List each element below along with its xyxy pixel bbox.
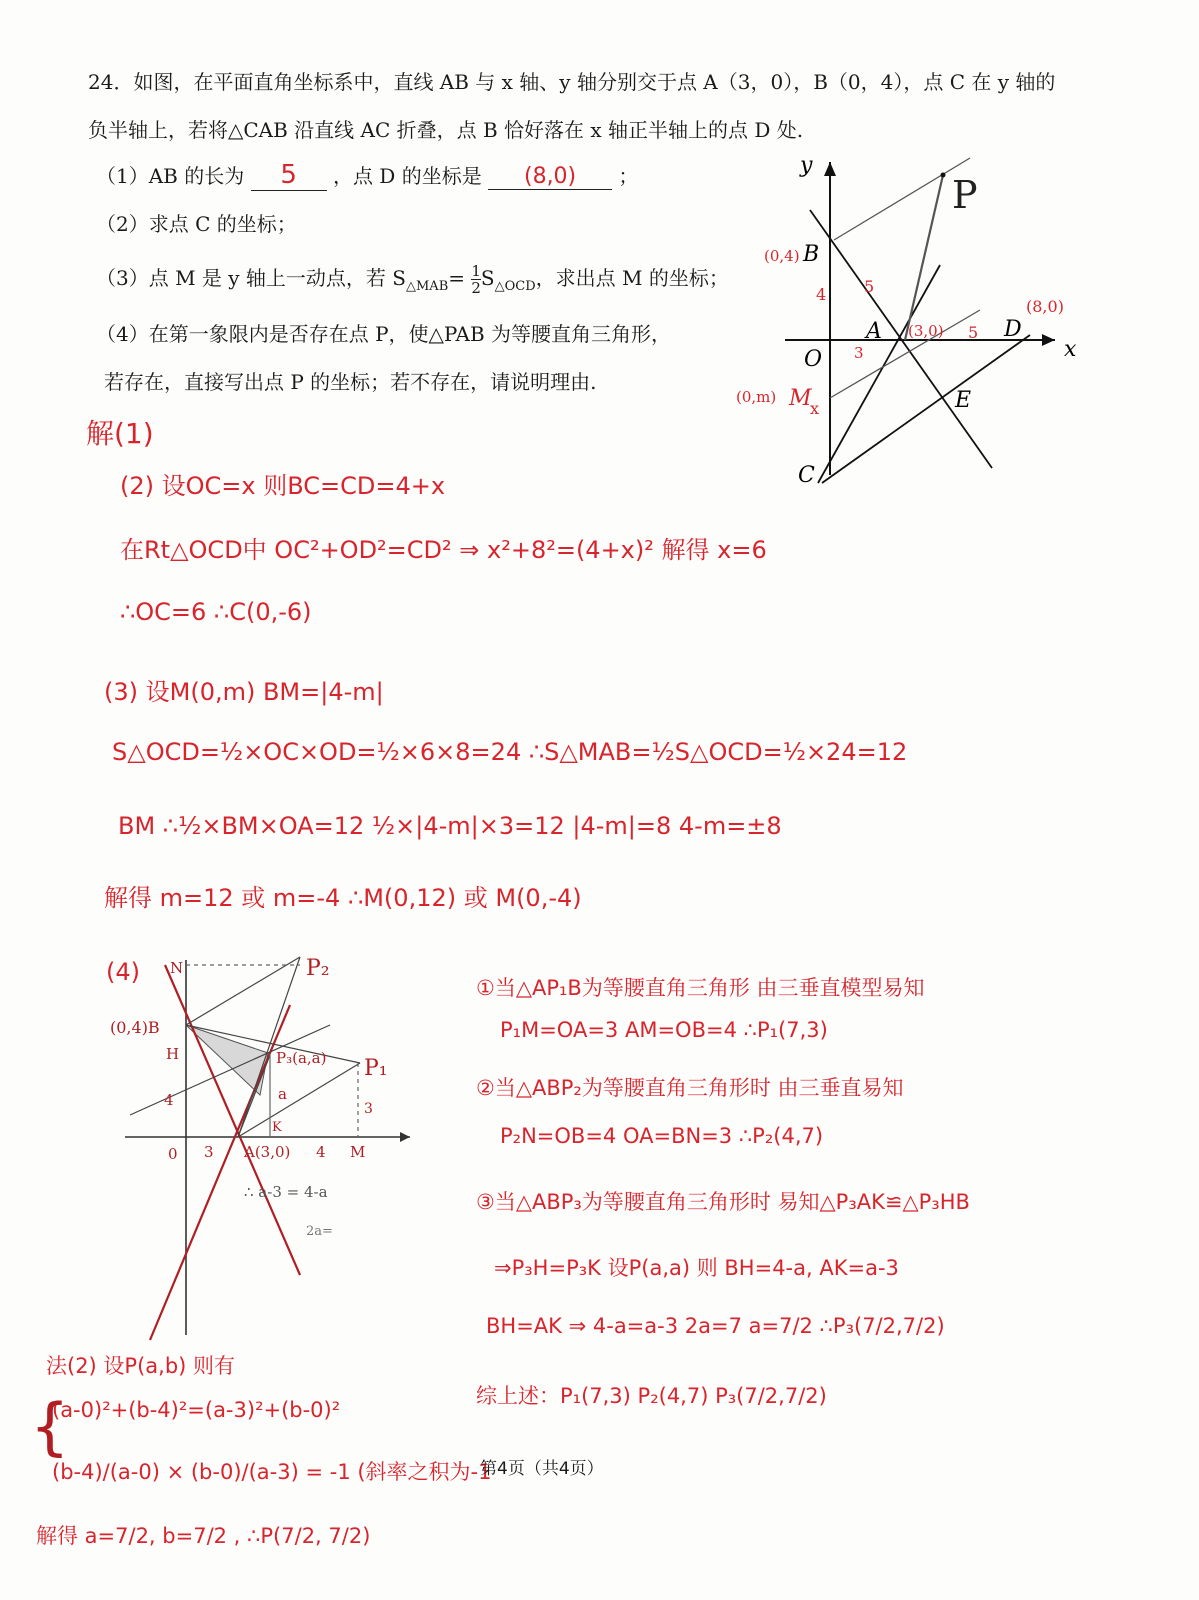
method2-line-1: 法(2) 设P(a,b) 则有 — [46, 1354, 236, 1378]
x-axis-label: x — [1064, 337, 1077, 362]
q3-prefix: （3）点 M 是 y 轴上一动点，若 S — [96, 266, 406, 290]
sketch-label-p3: P₃(a,a) — [276, 1049, 327, 1067]
label-d: D — [1004, 317, 1022, 342]
q3-sub-mab: △MAB — [406, 279, 449, 294]
q1-end: ； — [618, 164, 639, 188]
solution-2-line-2: 在Rt△OCD中 OC²+OD²=CD² ⇒ x²+8²=(4+x)² 解得 x=6 — [120, 536, 767, 564]
y-axis-arrow — [824, 162, 836, 176]
q1-prefix: （1）AB 的长为 — [96, 164, 245, 188]
question-4-line-1: （4）在第一象限内是否存在点 P，使△PAB 为等腰直角三角形， — [96, 322, 672, 346]
len-ad: 5 — [968, 323, 979, 342]
question-1 — [96, 160, 638, 191]
len-om: x — [810, 399, 820, 418]
sketch-label-a-side: a — [278, 1085, 287, 1103]
sketch-label-3r: 3 — [364, 1101, 373, 1117]
solution-2-line-3: ∴OC=6 ∴C(0,-6) — [120, 598, 312, 626]
sketch-label-a: A(3,0) — [244, 1143, 291, 1161]
solution-4-r5: ③当△ABP₃为等腰直角三角形时 易知△P₃AK≌△P₃HB — [476, 1190, 970, 1214]
solution-4-r6: ⇒P₃H=P₃K 设P(a,a) 则 BH=4-a, AK=a-3 — [494, 1256, 899, 1280]
label-c: C — [798, 463, 815, 488]
q1-answer-length: 5 — [251, 160, 327, 191]
sketch-label-o: 0 — [168, 1145, 178, 1163]
sketch-x-arrow — [400, 1132, 410, 1142]
q3-fraction-num: 1 — [471, 262, 481, 280]
solution-3-line-4: 解得 m=12 或 m=-4 ∴M(0,12) 或 M(0,-4) — [104, 884, 582, 912]
origin-label: O — [804, 347, 823, 372]
b-coord: (0,4) — [764, 247, 800, 265]
solution-3-line-2: S△OCD=½×OC×OD=½×6×8=24 ∴S△MAB=½S△OCD=½×24=12 — [112, 738, 908, 766]
q3-fraction — [471, 263, 481, 296]
coordinate-figure — [730, 150, 1090, 490]
sketch-label-h: H — [166, 1045, 180, 1063]
len-oa: 3 — [854, 344, 864, 362]
sketch-figure — [110, 945, 430, 1355]
y-axis-label: y — [800, 153, 813, 178]
solution-4-label: (4) — [106, 958, 140, 986]
label-a: A — [866, 319, 882, 344]
line-bp — [834, 158, 970, 240]
sketch-label-3: 3 — [204, 1143, 214, 1161]
q3-sub-ocd: △OCD — [494, 279, 536, 294]
solution-4-r4: P₂N=OB=4 OA=BN=3 ∴P₂(4,7) — [500, 1124, 824, 1148]
a-coord: (3,0) — [908, 322, 944, 340]
problem-line-2: 负半轴上，若将△CAB 沿直线 AC 折叠，点 B 恰好落在 x 轴正半轴上的点 D 处. — [88, 118, 804, 142]
label-b: B — [803, 242, 820, 267]
sketch-label-4: 4 — [316, 1143, 326, 1161]
solution-3-line-3: BM ∴½×BM×OA=12 ½×|4-m|×3=12 |4-m|=8 4-m=±8 — [118, 812, 782, 840]
m-coord: (0,m) — [736, 388, 777, 406]
sketch-label-m: M — [350, 1143, 366, 1161]
sketch-eq-2: 2a= — [306, 1224, 333, 1239]
method2-brace: { — [30, 1390, 70, 1463]
solution-4-r2: P₁M=OA=3 AM=OB=4 ∴P₁(7,3) — [500, 1018, 828, 1042]
solution-4-r3: ②当△ABP₂为等腰直角三角形时 由三垂直易知 — [476, 1076, 904, 1100]
label-m: M — [789, 386, 812, 411]
sketch-label-p2: P₂ — [306, 956, 330, 981]
len-ab: 5 — [864, 277, 875, 296]
label-p: P — [952, 173, 978, 217]
solution-3-line-1: (3) 设M(0,m) BM=|4-m| — [104, 678, 384, 706]
sketch-line-bp2 — [186, 957, 300, 1025]
solution-head: 解(1) — [86, 417, 154, 450]
sketch-label-b: (0,4)B — [110, 1018, 160, 1037]
page-footer: 第4页（共4页） — [480, 1459, 604, 1479]
sketch-label-k: K — [272, 1120, 282, 1135]
q3-s: S — [480, 266, 495, 290]
method2-line-2: (a-0)²+(b-4)²=(a-3)²+(b-0)² — [52, 1398, 341, 1422]
solution-4-r8: 综上述：P₁(7,3) P₂(4,7) P₃(7/2,7/2) — [476, 1384, 827, 1408]
sketch-label-n: N — [170, 959, 184, 977]
question-3 — [96, 262, 729, 296]
sketch-label-p1: P₁ — [364, 1056, 388, 1081]
problem-line-1: 24．如图，在平面直角坐标系中，直线 AB 与 x 轴、y 轴分别交于点 A（3，0），B（0，4），点 C 在 y 轴的 — [88, 70, 1056, 94]
method2-line-3: (b-4)/(a-0) × (b-0)/(a-3) = -1 (斜率之积为-1 — [52, 1460, 492, 1484]
sketch-eq-1: ∴ a-3 = 4-a — [244, 1183, 328, 1201]
x-axis-arrow — [1042, 334, 1055, 346]
q3-fraction-den: 2 — [471, 279, 481, 297]
len-ob: 4 — [816, 285, 827, 304]
line-ac — [818, 265, 940, 483]
q1-middle: ，点 D 的坐标是 — [332, 164, 482, 188]
solution-2-line-1: (2) 设OC=x 则BC=CD=4+x — [120, 472, 446, 500]
d-coord: (8,0) — [1026, 297, 1064, 316]
solution-4-r1: ①当△AP₁B为等腰直角三角形 由三垂直模型易知 — [476, 976, 925, 1000]
line-ap — [905, 175, 943, 340]
line-m — [830, 310, 980, 398]
point-p-dot — [941, 173, 946, 178]
question-4-line-2: 若存在，直接写出点 P 的坐标；若不存在，请说明理由. — [104, 370, 597, 394]
sketch-line-parallel — [130, 1025, 330, 1115]
solution-4-r7: BH=AK ⇒ 4-a=a-3 2a=7 a=7/2 ∴P₃(7/2,7/2) — [486, 1314, 945, 1338]
method2-line-4: 解得 a=7/2, b=7/2 , ∴P(7/2, 7/2) — [36, 1524, 371, 1548]
label-e: E — [955, 388, 972, 413]
q3-post: ，求出点 M 的坐标； — [535, 266, 729, 290]
question-2: （2）求点 C 的坐标； — [96, 212, 297, 236]
q1-answer-point-d: (8,0) — [488, 164, 612, 190]
sketch-label-4y: 4 — [164, 1091, 174, 1109]
q3-equals: = — [448, 266, 466, 290]
